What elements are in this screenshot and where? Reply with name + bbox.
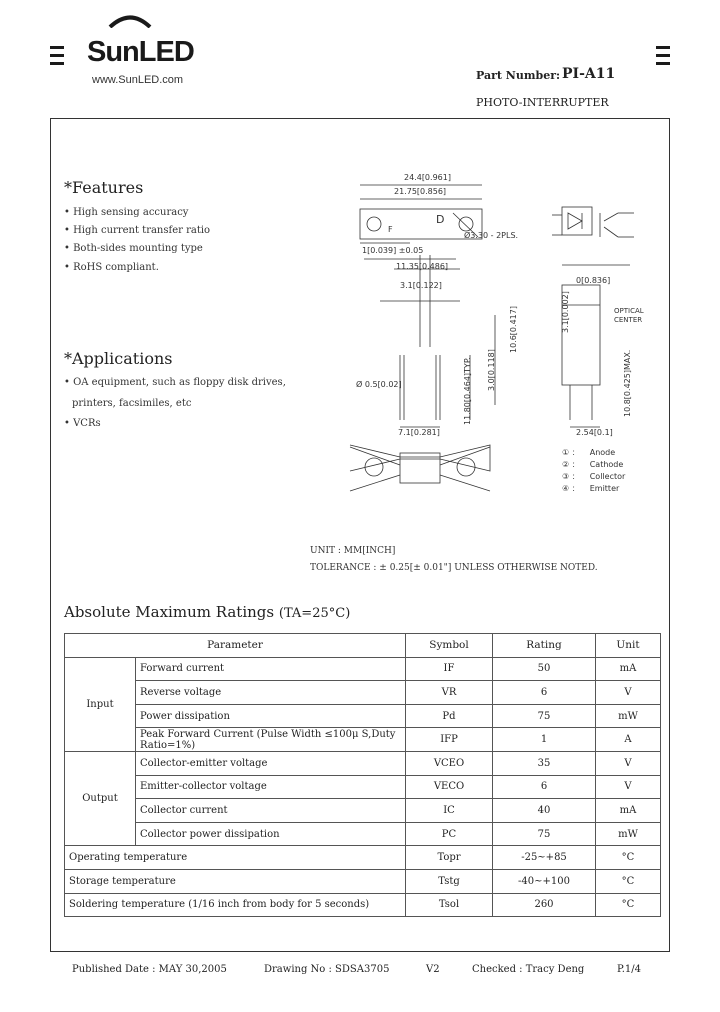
dim-label: 3.0[0.118] [487, 349, 496, 391]
symbol-cell: IC [406, 799, 493, 823]
table-row [65, 728, 661, 752]
dim-label: 24.4[0.961] [404, 173, 451, 182]
checked-by: Checked : Tracy Deng [472, 964, 585, 975]
unit-cell: V [596, 775, 661, 799]
symbol-cell: Tsol [406, 893, 493, 917]
table-row [65, 775, 661, 799]
optical-label: OPTICAL [614, 307, 644, 315]
param-cell: Collector-emitter voltage [136, 751, 406, 775]
rating-cell: 6 [493, 681, 596, 705]
feature-item: • High sensing accuracy [64, 207, 189, 218]
dim-label: 11.35[0.486] [396, 262, 449, 271]
symbol-cell: Pd [406, 704, 493, 728]
pin-legend-item: ④ ： Emitter [562, 484, 620, 493]
page-number: P.1/4 [617, 964, 641, 975]
pin-legend-item: ② ： Cathode [562, 460, 624, 469]
ratings-title: Absolute Maximum Ratings (TA=25°C) [64, 603, 351, 621]
unit-cell: mW [596, 704, 661, 728]
application-item: • VCRs [64, 418, 101, 429]
dim-label: 10.6[0.417] [509, 306, 518, 353]
published-date: Published Date : MAY 30,2005 [72, 964, 227, 975]
dim-label: Ø3.30 - 2PLS. [464, 231, 519, 240]
dim-label: 3.1[0.002] [561, 291, 570, 333]
dim-label: Ø 0.5[0.02] [356, 380, 402, 389]
logo-sun-arc-icon [108, 12, 152, 28]
table-row [65, 822, 661, 846]
dim-label: 0[0.836] [576, 276, 611, 285]
column-header: Unit [596, 634, 661, 658]
brand-url: www.SunLED.com [92, 74, 184, 86]
feature-item: • RoHS compliant. [64, 262, 159, 273]
dim-label: 7.1[0.281] [398, 428, 440, 437]
param-cell: Emitter-collector voltage [136, 775, 406, 799]
symbol-cell: PC [406, 822, 493, 846]
pin-legend-item: ③ ： Collector [562, 472, 626, 481]
unit-cell: °C [596, 869, 661, 893]
package-drawing [300, 165, 670, 515]
table-row [65, 751, 661, 775]
logo-bar-right-3 [656, 62, 670, 65]
unit-cell: V [596, 751, 661, 775]
unit-cell: mA [596, 657, 661, 681]
unit-note: UNIT : MM[INCH] [310, 546, 396, 556]
table-row [65, 657, 661, 681]
logo-bar-right-2 [656, 54, 670, 57]
brand-logo: SunLED [87, 36, 194, 68]
symbol-cell: VR [406, 681, 493, 705]
table-header-row [65, 634, 661, 658]
unit-cell: °C [596, 846, 661, 870]
rating-cell: 6 [493, 775, 596, 799]
features-title: *Features [64, 178, 144, 197]
unit-cell: °C [596, 893, 661, 917]
table-row [65, 869, 661, 893]
symbol-cell: Tstg [406, 869, 493, 893]
rating-cell: 75 [493, 704, 596, 728]
drawing-number: Drawing No : SDSA3705 [264, 964, 390, 975]
param-cell: Forward current [136, 657, 406, 681]
feature-item: • Both-sides mounting type [64, 243, 203, 254]
column-header: Symbol [406, 634, 493, 658]
rating-cell: 75 [493, 822, 596, 846]
application-item: • OA equipment, such as floppy disk drives, [64, 377, 286, 388]
dim-label: 10.8[0.425]MAX. [623, 349, 632, 417]
dim-label: 2.54[0.1] [576, 428, 613, 437]
param-cell: Peak Forward Current (Pulse Width ≤100μ S,Duty Ratio=1%) [136, 728, 406, 752]
rating-cell: -25~+85 [493, 846, 596, 870]
column-header: Parameter [65, 634, 406, 658]
table-row [65, 893, 661, 917]
pin-legend-item: ① ： Anode [562, 448, 616, 457]
rating-cell: 260 [493, 893, 596, 917]
table-row [65, 704, 661, 728]
table-row [65, 681, 661, 705]
tolerance-note: TOLERANCE : ± 0.25[± 0.01"] UNLESS OTHERWISE NOTED. [310, 563, 598, 573]
rating-cell: 50 [493, 657, 596, 681]
dim-label: 3.1[0.122] [400, 281, 442, 290]
label-f: F [388, 225, 393, 234]
product-type: PHOTO-INTERRUPTER [476, 96, 609, 109]
rating-cell: 35 [493, 751, 596, 775]
symbol-cell: VECO [406, 775, 493, 799]
param-cell: Collector current [136, 799, 406, 823]
unit-cell: mA [596, 799, 661, 823]
unit-cell: mW [596, 822, 661, 846]
dim-label: 11.80[0.464]TYP. [463, 357, 472, 425]
param-cell: Soldering temperature (1/16 inch from body for 5 seconds) [65, 893, 406, 917]
rating-cell: -40~+100 [493, 869, 596, 893]
group-label: Input [65, 657, 136, 751]
symbol-cell: IF [406, 657, 493, 681]
label-d: D [436, 213, 445, 226]
param-cell: Operating temperature [65, 846, 406, 870]
symbol-cell: Topr [406, 846, 493, 870]
version: V2 [426, 964, 440, 975]
unit-cell: A [596, 728, 661, 752]
column-header: Rating [493, 634, 596, 658]
param-cell: Collector power dissipation [136, 822, 406, 846]
center-label: CENTER [614, 316, 643, 324]
part-number-label: Part Number: [476, 69, 561, 82]
param-cell: Power dissipation [136, 704, 406, 728]
logo-bar-left-2 [50, 54, 64, 57]
symbol-cell: IFP [406, 728, 493, 752]
feature-item: • High current transfer ratio [64, 225, 211, 236]
rating-cell: 1 [493, 728, 596, 752]
logo-bar-right-1 [656, 46, 670, 49]
applications-title: *Applications [64, 349, 173, 368]
unit-cell: V [596, 681, 661, 705]
dim-label: 21.75[0.856] [394, 187, 447, 196]
symbol-cell: VCEO [406, 751, 493, 775]
logo-bar-left-3 [50, 62, 64, 65]
table-row [65, 846, 661, 870]
group-label: Output [65, 751, 136, 845]
application-item: printers, facsimiles, etc [72, 398, 192, 409]
logo-bar-left-1 [50, 46, 64, 49]
param-cell: Storage temperature [65, 869, 406, 893]
ratings-table [64, 633, 661, 917]
param-cell: Reverse voltage [136, 681, 406, 705]
table-row [65, 799, 661, 823]
rating-cell: 40 [493, 799, 596, 823]
part-number: PI-A11 [562, 66, 616, 82]
dim-label: 1[0.039] ±0.05 [362, 246, 424, 255]
